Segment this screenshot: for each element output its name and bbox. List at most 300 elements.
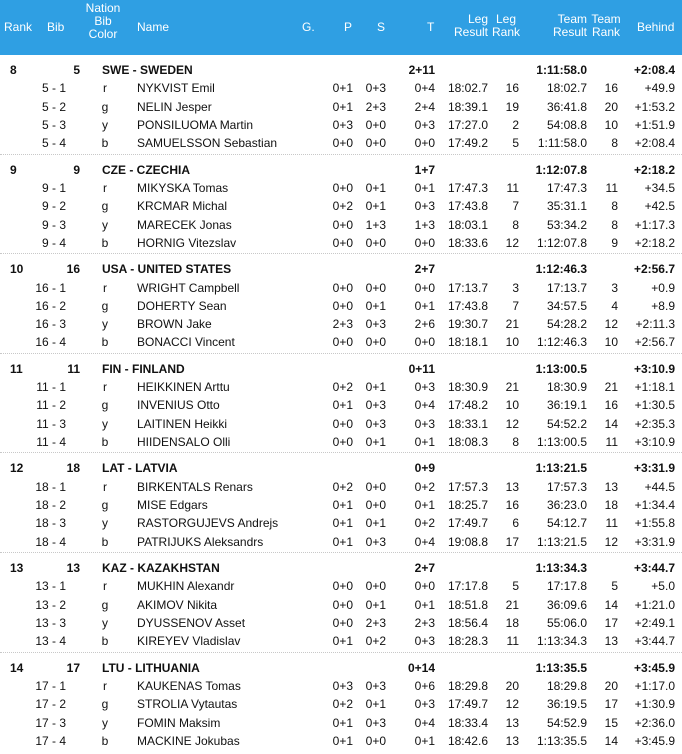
leg-name: FOMIN Maksim xyxy=(137,715,221,730)
leg-rank: 7 xyxy=(512,199,519,214)
leg-result: 18:33.1 xyxy=(447,416,488,431)
leg-bib: 9 - 1 xyxy=(41,180,66,195)
leg-bib: 17 - 2 xyxy=(35,697,66,712)
team-nation: USA - UNITED STATES xyxy=(102,262,232,277)
leg-s: 0+0 xyxy=(365,579,386,594)
leg-t: 0+6 xyxy=(414,678,435,693)
leg-color: b xyxy=(101,435,109,449)
leg-team-rank: 5 xyxy=(611,579,618,594)
leg-p: 0+1 xyxy=(332,534,353,549)
leg-p: 0+0 xyxy=(332,298,353,313)
leg-p: 0+0 xyxy=(332,217,353,232)
table-header xyxy=(0,0,682,55)
leg-t: 0+0 xyxy=(414,136,435,151)
leg-team-rank: 21 xyxy=(604,380,618,395)
leg-result: 17:17.8 xyxy=(447,579,488,594)
leg-t: 2+6 xyxy=(414,317,435,332)
team-separator xyxy=(0,452,682,453)
leg-bib: 5 - 1 xyxy=(41,81,66,96)
leg-s: 0+3 xyxy=(365,317,386,332)
leg-s: 0+0 xyxy=(365,479,386,494)
team-rank: 9 xyxy=(10,162,17,177)
leg-p: 0+0 xyxy=(332,435,353,449)
leg-t: 0+2 xyxy=(414,516,435,531)
leg-rank: 17 xyxy=(505,534,519,549)
leg-row xyxy=(0,180,682,198)
leg-p: 0+0 xyxy=(332,180,353,195)
leg-row xyxy=(0,434,682,452)
team-behind: +3:10.9 xyxy=(633,361,675,376)
leg-row xyxy=(0,534,682,552)
leg-row xyxy=(0,316,682,334)
leg-name: MACKINE Jokubas xyxy=(137,733,240,748)
leg-rank: 8 xyxy=(512,435,519,449)
leg-p: 0+1 xyxy=(332,733,353,748)
leg-s: 0+3 xyxy=(365,534,386,549)
leg-row xyxy=(0,198,682,216)
leg-team-rank: 10 xyxy=(604,117,618,132)
team-result: 1:12:46.3 xyxy=(535,262,587,277)
leg-behind: +5.0 xyxy=(651,579,675,594)
leg-p: 0+2 xyxy=(332,199,353,214)
team-t: 0+11 xyxy=(408,361,435,376)
leg-team-result: 1:13:35.5 xyxy=(536,733,587,748)
leg-team-result: 1:13:21.5 xyxy=(536,534,587,549)
leg-row xyxy=(0,479,682,497)
col-behind: Behind xyxy=(637,20,675,34)
leg-team-result: 36:23.0 xyxy=(546,498,587,512)
col-g: G. xyxy=(302,20,315,34)
leg-result: 18:33.4 xyxy=(447,715,488,730)
leg-t: 0+4 xyxy=(414,398,435,413)
leg-p: 0+0 xyxy=(332,235,353,250)
col-s: S xyxy=(377,20,386,34)
leg-team-rank: 9 xyxy=(611,235,618,250)
leg-team-rank: 10 xyxy=(604,335,618,350)
leg-rank: 16 xyxy=(505,498,519,512)
leg-team-result: 17:47.3 xyxy=(546,180,587,195)
leg-result: 17:49.7 xyxy=(447,516,488,531)
leg-t: 0+1 xyxy=(414,498,435,512)
leg-s: 2+3 xyxy=(365,615,386,630)
leg-team-rank: 8 xyxy=(611,199,618,214)
col-name: Name xyxy=(137,20,170,34)
leg-color: g xyxy=(101,99,109,114)
leg-behind: +1:30.9 xyxy=(634,697,675,712)
leg-rank: 5 xyxy=(512,579,519,594)
leg-row xyxy=(0,416,682,434)
leg-name: MARECEK Jonas xyxy=(137,217,232,232)
leg-s: 0+0 xyxy=(365,733,386,748)
col-leg-rank: Leg Rank xyxy=(491,12,520,39)
leg-team-result: 1:12:46.3 xyxy=(536,335,587,350)
leg-result: 17:27.0 xyxy=(447,117,488,132)
leg-bib: 9 - 4 xyxy=(41,235,66,250)
leg-result: 18:30.9 xyxy=(447,380,488,395)
leg-behind: +1:17.3 xyxy=(634,217,675,232)
leg-result: 19:08.8 xyxy=(447,534,488,549)
leg-name: DYUSSENOV Asset xyxy=(137,615,246,630)
team-bib: 17 xyxy=(66,660,80,675)
leg-row xyxy=(0,117,682,135)
leg-behind: +2:56.7 xyxy=(634,335,675,350)
leg-s: 0+3 xyxy=(365,398,386,413)
leg-bib: 17 - 1 xyxy=(35,678,66,693)
leg-p: 0+2 xyxy=(332,380,353,395)
leg-color: b xyxy=(101,733,109,748)
leg-row xyxy=(0,597,682,615)
leg-team-rank: 16 xyxy=(604,81,618,96)
leg-rank: 12 xyxy=(505,235,519,250)
team-result: 1:12:07.8 xyxy=(535,162,587,177)
leg-color: r xyxy=(103,380,107,395)
leg-row xyxy=(0,99,682,117)
col-bib: Bib xyxy=(47,20,65,34)
team-bib: 9 xyxy=(73,162,80,177)
leg-color: r xyxy=(103,180,107,195)
leg-name: KRCMAR Michal xyxy=(137,199,228,214)
leg-team-rank: 8 xyxy=(611,136,618,151)
leg-behind: +3:44.7 xyxy=(634,634,675,649)
leg-s: 0+1 xyxy=(365,697,386,712)
team-rank: 13 xyxy=(10,561,24,575)
leg-team-result: 36:41.8 xyxy=(546,99,587,114)
team-result: 1:13:34.3 xyxy=(535,561,587,575)
leg-bib: 5 - 3 xyxy=(41,117,66,132)
leg-team-result: 36:19.1 xyxy=(546,398,587,413)
leg-team-result: 36:09.6 xyxy=(546,597,587,612)
leg-behind: +1:53.2 xyxy=(634,99,675,114)
leg-team-rank: 12 xyxy=(604,534,618,549)
leg-s: 1+3 xyxy=(365,217,386,232)
leg-behind: +34.5 xyxy=(644,180,675,195)
leg-team-result: 55:06.0 xyxy=(546,615,587,630)
team-behind: +3:44.7 xyxy=(633,561,675,575)
leg-team-result: 1:12:07.8 xyxy=(536,235,587,250)
leg-bib: 17 - 3 xyxy=(35,715,66,730)
team-nation: LAT - LATVIA xyxy=(102,461,178,476)
leg-p: 0+1 xyxy=(332,634,353,649)
leg-team-result: 1:13:00.5 xyxy=(536,435,587,449)
leg-team-rank: 16 xyxy=(604,398,618,413)
leg-result: 17:43.8 xyxy=(447,298,488,313)
leg-team-result: 54:52.2 xyxy=(546,416,587,431)
leg-rank: 2 xyxy=(512,117,519,132)
team-result: 1:13:21.5 xyxy=(535,461,587,476)
leg-result: 17:57.3 xyxy=(447,479,488,494)
leg-team-rank: 20 xyxy=(604,678,618,693)
leg-t: 0+3 xyxy=(414,697,435,712)
team-t: 1+7 xyxy=(414,162,435,177)
leg-t: 0+0 xyxy=(414,235,435,250)
leg-color: r xyxy=(103,81,107,96)
leg-result: 17:49.7 xyxy=(447,697,488,712)
leg-rank: 6 xyxy=(512,516,519,531)
leg-team-rank: 4 xyxy=(611,298,618,313)
leg-color: g xyxy=(101,398,109,413)
leg-row xyxy=(0,497,682,515)
team-row xyxy=(0,162,682,180)
leg-name: LAITINEN Heikki xyxy=(137,416,228,431)
leg-bib: 11 - 4 xyxy=(36,435,66,449)
leg-name: MISE Edgars xyxy=(137,498,208,512)
leg-result: 18:03.1 xyxy=(447,217,488,232)
leg-color: b xyxy=(101,634,109,649)
leg-s: 0+3 xyxy=(365,416,386,431)
leg-name: BIRKENTALS Renars xyxy=(137,479,253,494)
leg-behind: +8.9 xyxy=(651,298,675,313)
team-bib: 5 xyxy=(73,63,80,77)
team-result: 1:13:35.5 xyxy=(535,660,587,675)
leg-row xyxy=(0,298,682,316)
leg-bib: 16 - 3 xyxy=(35,317,66,332)
leg-bib: 16 - 4 xyxy=(35,335,66,350)
leg-color: b xyxy=(101,335,109,350)
leg-behind: +1:17.0 xyxy=(634,678,675,693)
leg-name: BONACCI Vincent xyxy=(137,335,235,350)
leg-color: g xyxy=(101,498,109,512)
team-t: 2+7 xyxy=(414,561,435,575)
team-nation: CZE - CZECHIA xyxy=(102,162,190,177)
leg-behind: +2:36.0 xyxy=(634,715,675,730)
leg-result: 18:08.3 xyxy=(447,435,488,449)
team-row xyxy=(0,660,682,678)
leg-team-result: 1:13:34.3 xyxy=(536,634,587,649)
leg-behind: +42.5 xyxy=(644,199,675,214)
team-behind: +3:45.9 xyxy=(633,660,675,675)
leg-t: 2+4 xyxy=(414,99,435,114)
team-row xyxy=(0,62,682,80)
leg-p: 0+0 xyxy=(332,615,353,630)
leg-result: 17:43.8 xyxy=(447,199,488,214)
leg-team-rank: 17 xyxy=(604,615,618,630)
leg-name: STROLIA Vytautas xyxy=(137,697,238,712)
leg-behind: +1:34.4 xyxy=(634,498,675,512)
leg-name: BROWN Jake xyxy=(137,317,212,332)
leg-color: y xyxy=(102,615,108,630)
team-t: 0+9 xyxy=(414,461,435,476)
leg-row xyxy=(0,280,682,298)
leg-team-result: 17:13.7 xyxy=(546,280,587,295)
team-separator xyxy=(0,552,682,553)
leg-t: 0+3 xyxy=(414,634,435,649)
leg-team-result: 34:57.5 xyxy=(546,298,587,313)
leg-team-result: 54:08.8 xyxy=(546,117,587,132)
leg-rank: 12 xyxy=(505,416,519,431)
leg-behind: +1:18.1 xyxy=(634,380,675,395)
leg-name: HEIKKINEN Arttu xyxy=(137,380,230,395)
leg-name: WRIGHT Campbell xyxy=(137,280,240,295)
leg-t: 0+3 xyxy=(414,199,435,214)
leg-row xyxy=(0,379,682,397)
leg-bib: 16 - 2 xyxy=(35,298,66,313)
leg-team-rank: 12 xyxy=(604,317,618,332)
team-behind: +3:31.9 xyxy=(633,461,675,476)
leg-t: 0+0 xyxy=(414,335,435,350)
leg-bib: 13 - 2 xyxy=(35,597,66,612)
leg-name: MIKYSKA Tomas xyxy=(137,180,229,195)
team-t: 0+14 xyxy=(407,660,435,675)
leg-result: 17:47.3 xyxy=(447,180,488,195)
leg-row xyxy=(0,217,682,235)
leg-behind: +44.5 xyxy=(644,479,675,494)
leg-name: AKIMOV Nikita xyxy=(137,597,218,612)
leg-p: 0+3 xyxy=(332,117,353,132)
leg-s: 0+3 xyxy=(365,81,386,96)
team-bib: 18 xyxy=(66,461,80,476)
leg-bib: 16 - 1 xyxy=(35,280,66,295)
team-bib: 13 xyxy=(66,561,80,575)
leg-p: 0+1 xyxy=(332,715,353,730)
leg-t: 0+4 xyxy=(414,81,435,96)
leg-rank: 7 xyxy=(512,298,519,313)
leg-s: 2+3 xyxy=(365,99,386,114)
leg-color: r xyxy=(103,678,107,693)
leg-p: 0+1 xyxy=(332,398,353,413)
leg-name: KIREYEV Vladislav xyxy=(137,634,241,649)
team-nation: SWE - SWEDEN xyxy=(102,63,193,77)
leg-s: 0+0 xyxy=(365,235,386,250)
leg-s: 0+0 xyxy=(365,335,386,350)
leg-bib: 13 - 4 xyxy=(35,634,66,649)
leg-p: 0+0 xyxy=(332,335,353,350)
leg-team-result: 18:02.7 xyxy=(546,81,587,96)
col-leg-result: Leg Result xyxy=(453,12,488,39)
leg-row xyxy=(0,633,682,651)
leg-t: 0+1 xyxy=(414,597,435,612)
col-nation: Nation Bib Color xyxy=(85,1,121,41)
col-t: T xyxy=(427,20,435,34)
leg-p: 0+1 xyxy=(332,81,353,96)
leg-behind: +0.9 xyxy=(651,280,675,295)
leg-team-result: 54:28.2 xyxy=(546,317,587,332)
team-behind: +2:18.2 xyxy=(633,162,675,177)
leg-name: SAMUELSSON Sebastian xyxy=(137,136,278,151)
team-rank: 14 xyxy=(10,660,24,675)
leg-t: 2+3 xyxy=(414,615,435,630)
leg-bib: 13 - 3 xyxy=(35,615,66,630)
leg-color: r xyxy=(103,280,107,295)
leg-rank: 13 xyxy=(505,715,519,730)
leg-result: 18:39.1 xyxy=(447,99,488,114)
leg-behind: +3:10.9 xyxy=(634,435,675,449)
leg-result: 18:25.7 xyxy=(447,498,488,512)
leg-color: y xyxy=(102,516,108,531)
leg-s: 0+1 xyxy=(365,597,386,612)
leg-row xyxy=(0,397,682,415)
leg-team-result: 17:17.8 xyxy=(546,579,587,594)
col-team-result: Team Result xyxy=(552,12,587,39)
leg-row xyxy=(0,678,682,696)
leg-color: b xyxy=(101,235,109,250)
leg-bib: 13 - 1 xyxy=(35,579,66,594)
leg-team-rank: 13 xyxy=(604,479,618,494)
leg-bib: 11 - 1 xyxy=(36,380,66,395)
leg-color: g xyxy=(101,199,109,214)
leg-bib: 18 - 4 xyxy=(35,534,66,549)
leg-rank: 10 xyxy=(505,398,519,413)
leg-rank: 18 xyxy=(505,615,519,630)
leg-behind: +3:31.9 xyxy=(634,534,675,549)
leg-rank: 21 xyxy=(505,380,519,395)
leg-name: RASTORGUJEVS Andrejs xyxy=(137,516,279,531)
leg-result: 17:13.7 xyxy=(447,280,488,295)
leg-result: 17:48.2 xyxy=(447,398,488,413)
leg-color: g xyxy=(101,298,109,313)
leg-rank: 13 xyxy=(505,733,519,748)
leg-row xyxy=(0,715,682,733)
team-row xyxy=(0,361,682,379)
leg-team-result: 36:19.5 xyxy=(546,697,587,712)
team-t: 2+7 xyxy=(414,262,435,277)
leg-t: 0+3 xyxy=(414,380,435,395)
leg-row xyxy=(0,235,682,253)
leg-t: 0+0 xyxy=(414,579,435,594)
leg-name: HIIDENSALO Olli xyxy=(137,435,231,449)
leg-result: 17:49.2 xyxy=(447,136,488,151)
leg-row xyxy=(0,135,682,153)
leg-color: y xyxy=(102,217,108,232)
leg-color: r xyxy=(103,479,107,494)
leg-t: 0+3 xyxy=(414,117,435,132)
leg-s: 0+1 xyxy=(365,298,386,313)
leg-team-rank: 15 xyxy=(604,715,618,730)
leg-rank: 11 xyxy=(506,634,519,649)
leg-behind: +49.9 xyxy=(644,81,675,96)
team-separator xyxy=(0,353,682,354)
leg-behind: +2:35.3 xyxy=(634,416,675,431)
leg-behind: +2:49.1 xyxy=(634,615,675,630)
leg-p: 0+1 xyxy=(332,99,353,114)
leg-color: g xyxy=(101,597,109,612)
leg-row xyxy=(0,515,682,533)
leg-s: 0+0 xyxy=(365,136,386,151)
leg-team-rank: 18 xyxy=(604,498,618,512)
leg-team-result: 1:11:58.0 xyxy=(537,136,587,151)
team-separator xyxy=(0,652,682,653)
leg-color: b xyxy=(101,136,109,151)
leg-team-result: 18:29.8 xyxy=(546,678,587,693)
leg-bib: 5 - 4 xyxy=(41,136,66,151)
leg-row xyxy=(0,80,682,98)
leg-result: 18:29.8 xyxy=(447,678,488,693)
col-p: P xyxy=(344,20,353,34)
leg-rank: 19 xyxy=(505,99,519,114)
leg-p: 0+0 xyxy=(332,579,353,594)
leg-t: 0+1 xyxy=(414,733,435,748)
leg-behind: +1:51.9 xyxy=(634,117,675,132)
leg-p: 0+0 xyxy=(332,280,353,295)
leg-p: 0+0 xyxy=(332,136,353,151)
leg-s: 0+3 xyxy=(365,678,386,693)
col-rank: Rank xyxy=(4,20,33,34)
leg-team-result: 35:31.1 xyxy=(546,199,587,214)
leg-behind: +2:08.4 xyxy=(634,136,675,151)
leg-team-rank: 20 xyxy=(604,99,618,114)
team-bib: 16 xyxy=(66,262,80,277)
leg-bib: 11 - 2 xyxy=(36,398,66,413)
leg-p: 0+1 xyxy=(332,498,353,512)
leg-t: 0+2 xyxy=(414,479,435,494)
team-bib: 11 xyxy=(67,361,80,376)
leg-t: 0+3 xyxy=(414,416,435,431)
leg-color: g xyxy=(101,697,109,712)
leg-name: DOHERTY Sean xyxy=(137,298,227,313)
leg-team-rank: 13 xyxy=(604,634,618,649)
leg-p: 0+2 xyxy=(332,479,353,494)
leg-row xyxy=(0,696,682,714)
leg-t: 0+0 xyxy=(414,280,435,295)
